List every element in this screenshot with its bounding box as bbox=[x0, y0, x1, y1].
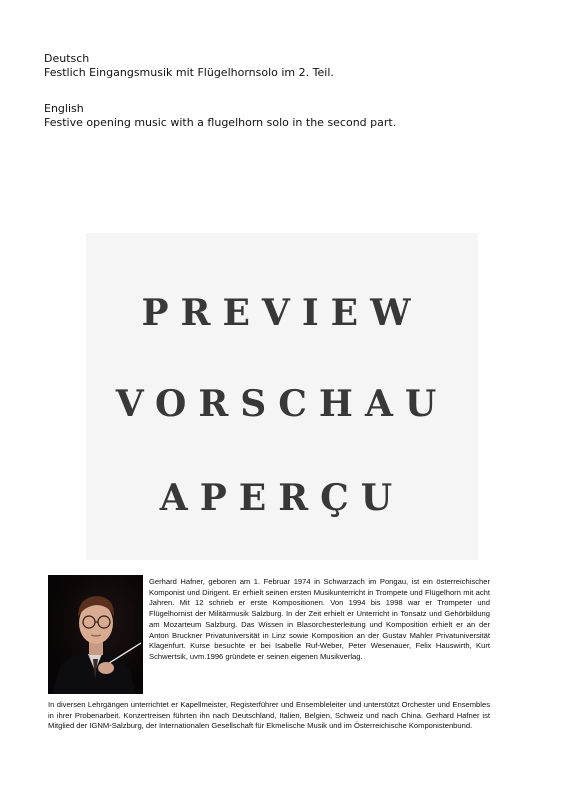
preview-watermark bbox=[86, 233, 478, 560]
composer-bio-continuation: In diversen Lehrgängen unterrichtet er Kapellmeister, Registerführer und Ensembleleiter und unterstützt Orchester und Ensembles in ihrer Probenarbeit. Konzertreisen führten ihn nach Deutschland, Italien, Belgien, Schweiz und nach China. Gerhard Hafner ist Mitglied der IGNM-Salzburg, der Internationalen Gesellschaft für Ekmelische Musik und im Österreichische Komponistenbund. bbox=[48, 700, 490, 731]
preview-word: PREVIEW bbox=[141, 292, 423, 334]
composer-portrait-photo bbox=[48, 575, 143, 694]
german-heading: Deutsch bbox=[44, 52, 90, 65]
vorschau-word: VORSCHAU bbox=[115, 383, 449, 425]
english-heading: English bbox=[44, 102, 84, 115]
english-description bbox=[44, 102, 396, 130]
english-text: Festive opening music with a flugelhorn solo in the second part. bbox=[44, 116, 397, 129]
apercu-word: APERÇU bbox=[159, 477, 405, 519]
composer-bio-paragraph: Gerhard Hafner, geboren am 1. Februar 1974 in Schwarzach im Pongau, ist ein österreichischer Komponist und Dirigent. Er erhielt seinen ersten Musikunterricht in Trompete und Flügelhorn mit acht Jahren. Mit 12 schrieb er erste Kompositionen. Von 1994 bis 1998 war er Trompeter und Flügelhornist der Militärmusik Salzburg. In der Zeit erhielt er Unterricht in Tonsatz und Gehörbildung am Mozarteum Salzburg. Das Wissen in Blasorchesterleitung und Komposition erhielt er an der Anton Bruckner Privatuniversität in Linz sowie Komposition an der Gustav Mahler Privatuniversität Klagenfurt. Kurse besuchte er bei Isabelle Ruf-Weber, Peter Wesenauer, Felix Hauswirth, Kurt Schwertsik, uvm.1996 gründete er seinen eigenen Musikverlag. bbox=[149, 577, 490, 661]
german-text: Festlich Eingangsmusik mit Flügelhornsolo im 2. Teil. bbox=[44, 66, 334, 79]
german-description bbox=[44, 52, 334, 80]
